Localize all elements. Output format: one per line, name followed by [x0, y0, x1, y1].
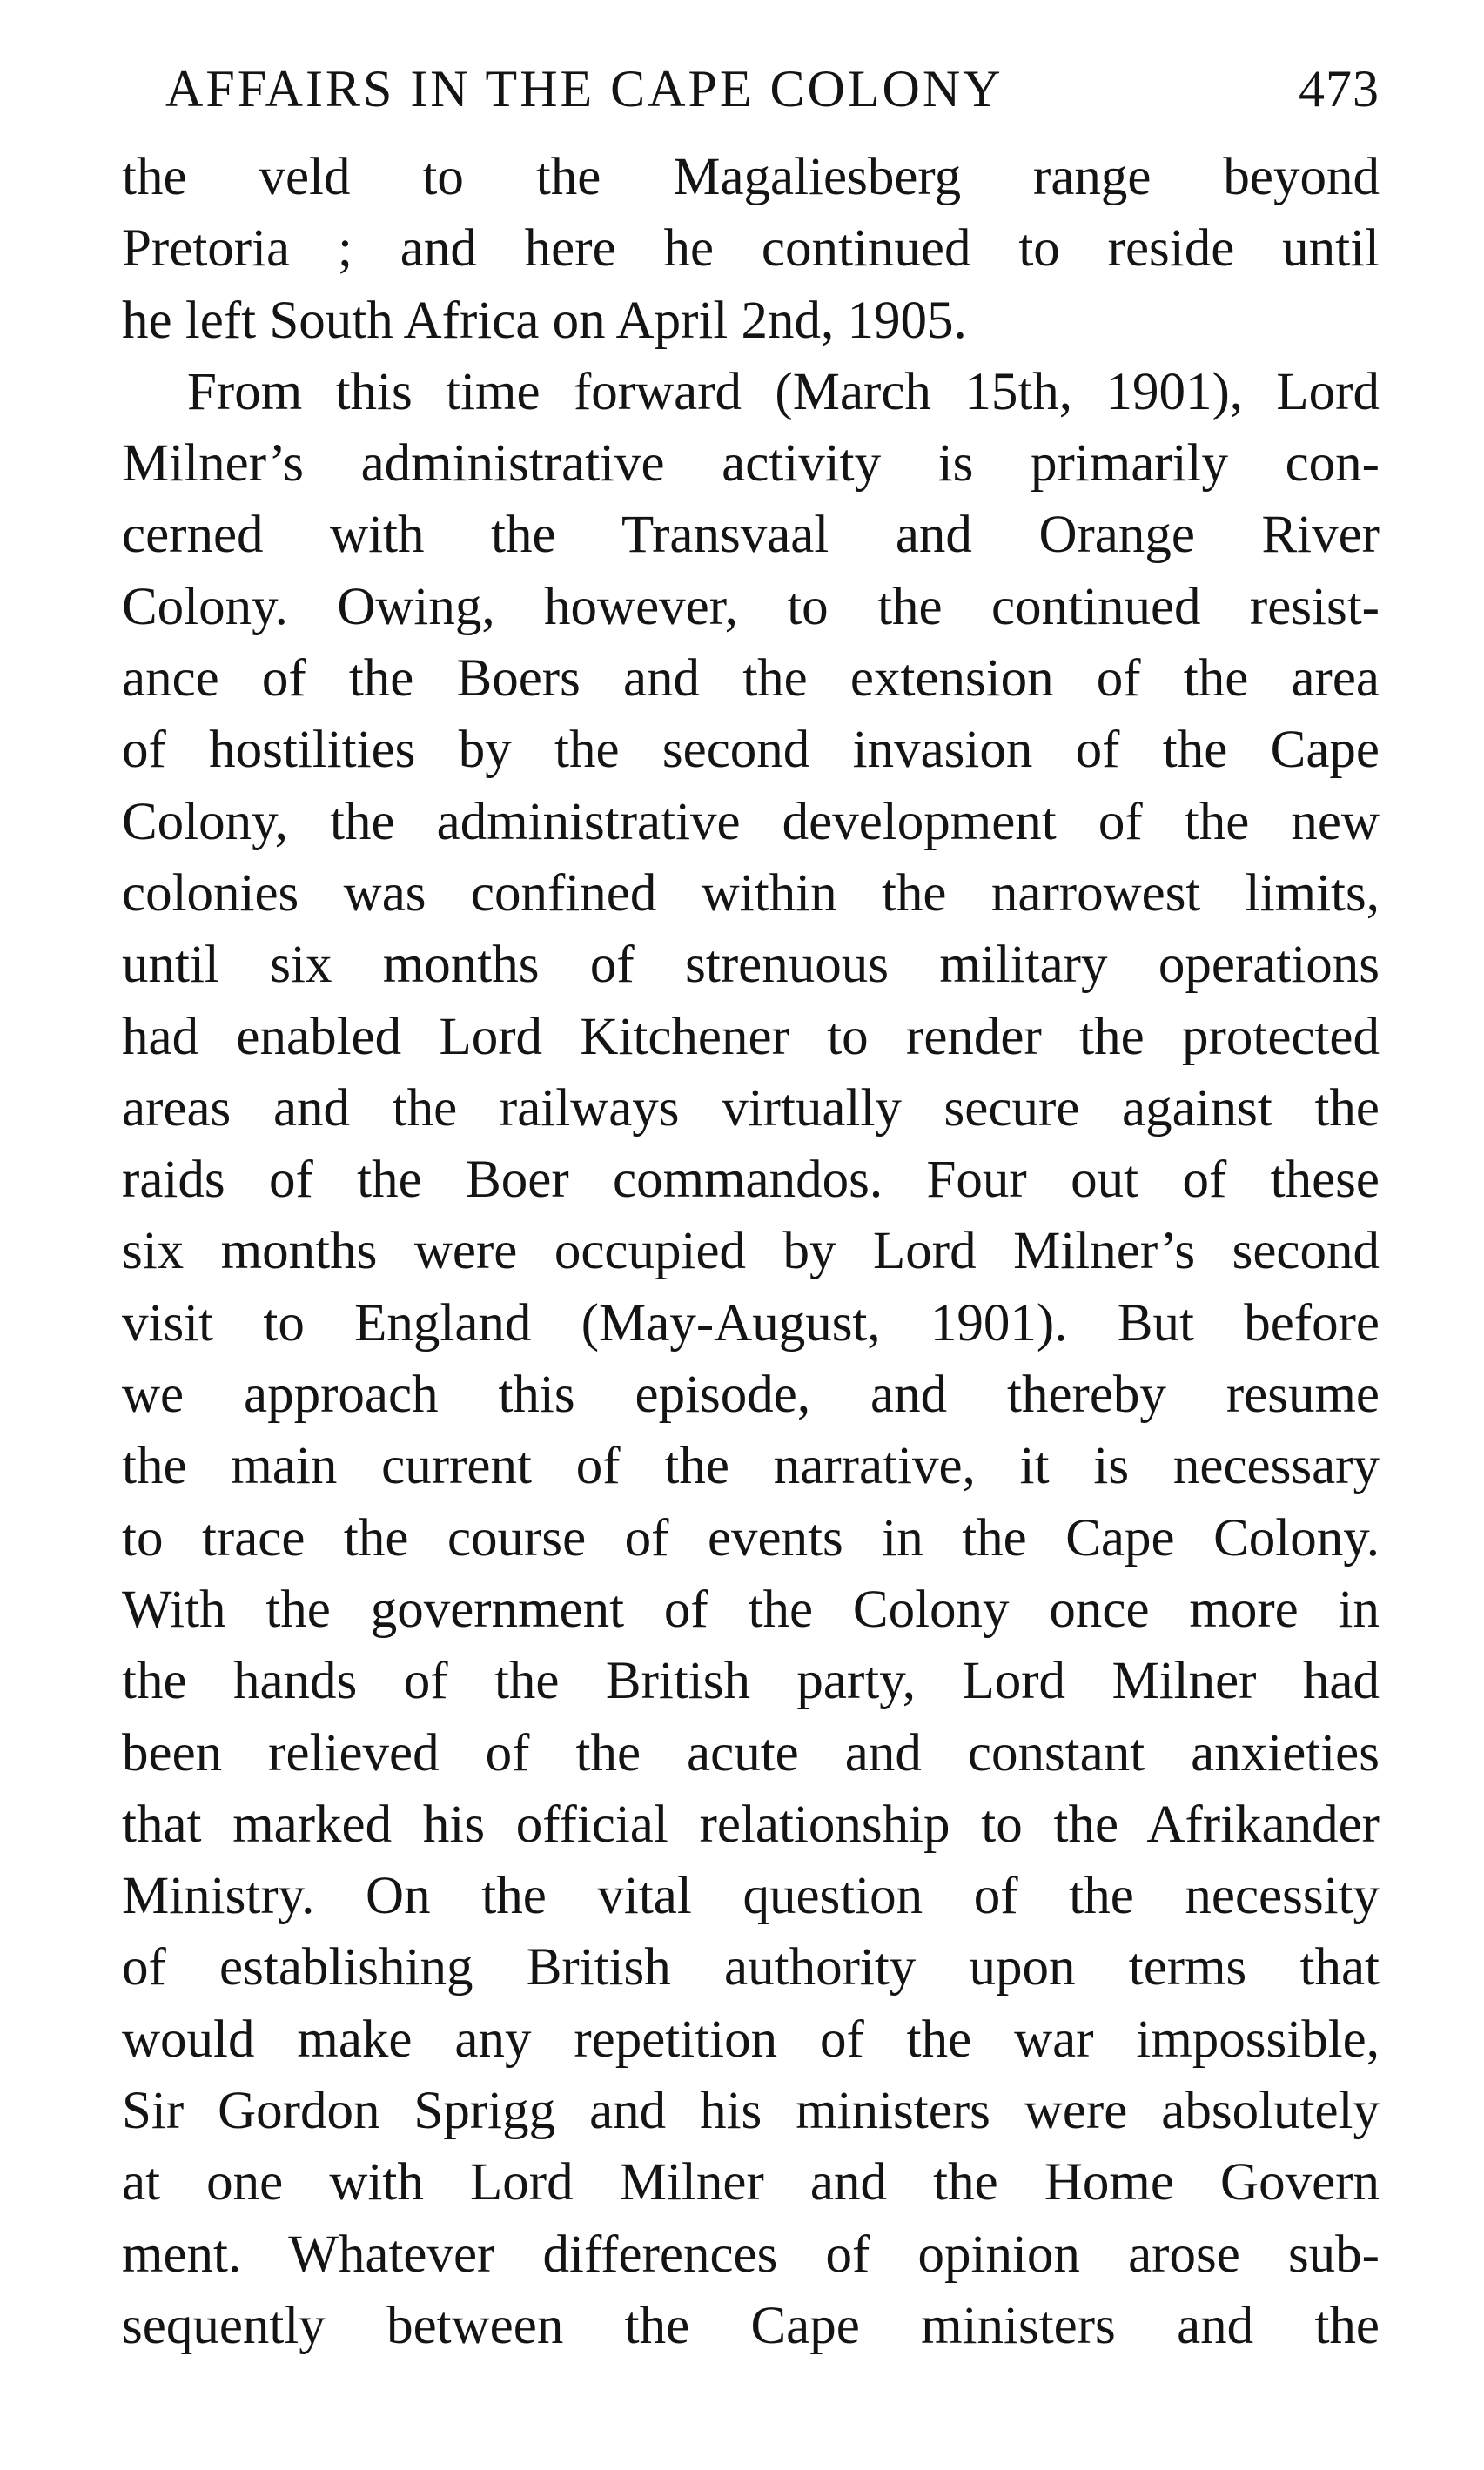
- text-line: been relieved of the acute and constant anxieties: [122, 1723, 1380, 1782]
- text-line: at one with Lord Milner and the Home Govern: [122, 2153, 1380, 2212]
- text-line: sequently between the Cape ministers and the: [122, 2296, 1380, 2355]
- text-line: From this time forward (March 15th, 1901), Lord: [187, 362, 1380, 421]
- text-line: he left South Africa on April 2nd, 1905.: [122, 291, 967, 350]
- text-line: areas and the railways virtually secure against the: [122, 1078, 1380, 1138]
- text-line: had enabled Lord Kitchener to render the protected: [122, 1007, 1380, 1066]
- text-line: Colony, the administrative development of the new: [122, 792, 1380, 851]
- text-line: Sir Gordon Sprigg and his ministers were absolutely: [122, 2082, 1380, 2141]
- page-header: [165, 54, 1380, 124]
- text-line: of hostilities by the second invasion of the Cape: [122, 721, 1380, 780]
- text-line: Milner’s administrative activity is primarily con-: [122, 434, 1380, 493]
- text-line: the main current of the narrative, it is necessary: [122, 1437, 1380, 1496]
- text-line: we approach this episode, and thereby resume: [122, 1366, 1380, 1425]
- text-line: would make any repetition of the war impossible,: [122, 2010, 1380, 2069]
- body-text: [122, 142, 1380, 2362]
- text-line: that marked his official relationship to the Afrikander: [122, 1795, 1380, 1854]
- text-line: ance of the Boers and the extension of the area: [122, 649, 1380, 708]
- text-line: Colony. Owing, however, to the continued resist-: [122, 577, 1380, 636]
- running-title: AFFAIRS IN THE CAPE COLONY: [165, 60, 1004, 117]
- text-line: to trace the course of events in the Cape Colony.: [122, 1508, 1380, 1567]
- text-line: With the government of the Colony once more in: [122, 1580, 1380, 1639]
- text-line: the veld to the Magaliesberg range beyond: [122, 148, 1380, 206]
- text-line: colonies was confined within the narrowest limits,: [122, 863, 1380, 923]
- text-line: Ministry. On the vital question of the necessity: [122, 1867, 1380, 1926]
- page-number: 473: [1299, 60, 1380, 117]
- text-line: visit to England (May-August, 1901). But before: [122, 1293, 1380, 1352]
- text-line: ment. Whatever differences of opinion arose sub-: [122, 2225, 1380, 2284]
- text-line: until six months of strenuous military operations: [122, 936, 1380, 995]
- text-line: Pretoria ; and here he continued to reside until: [122, 219, 1380, 279]
- text-line: the hands of the British party, Lord Milner had: [122, 1652, 1380, 1711]
- text-line: cerned with the Transvaal and Orange River: [122, 506, 1380, 565]
- text-line: raids of the Boer commandos. Four out of these: [122, 1151, 1380, 1210]
- text-line: six months were occupied by Lord Milner’s second: [122, 1222, 1380, 1281]
- text-line: of establishing British authority upon terms that: [122, 1938, 1380, 1997]
